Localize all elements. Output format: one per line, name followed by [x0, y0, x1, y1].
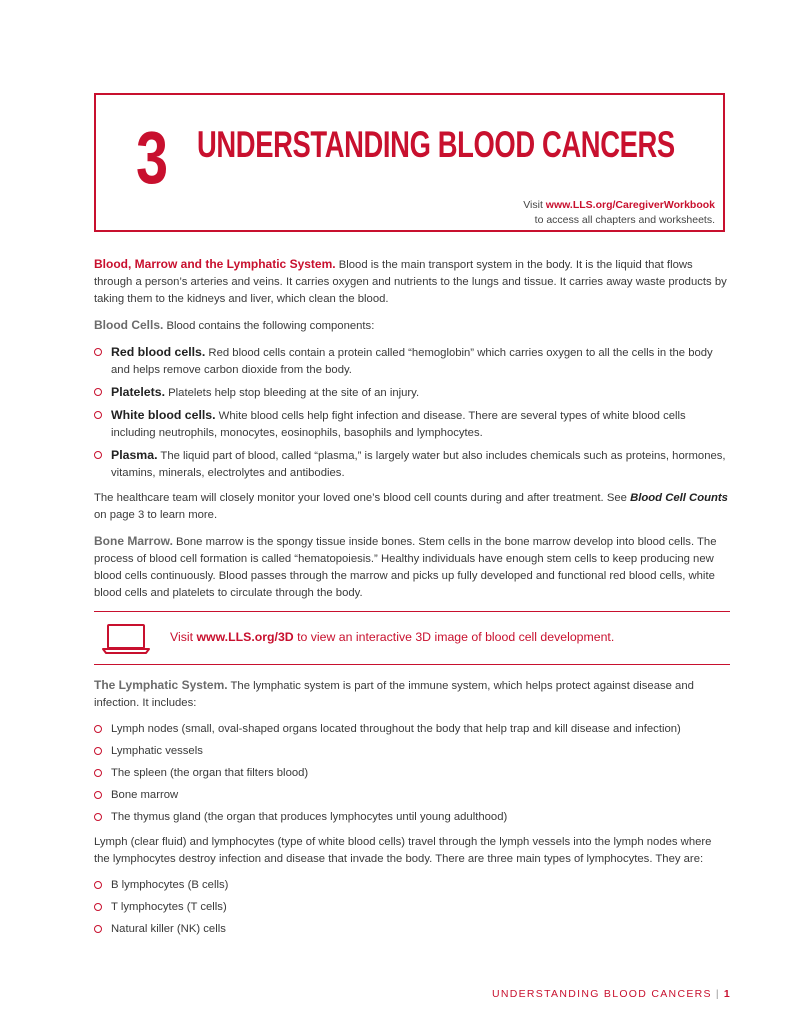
- footer-separator: |: [715, 988, 720, 1000]
- 3d-callout: [94, 611, 730, 665]
- bullet-circle-icon: [94, 725, 102, 733]
- list-item: [94, 787, 730, 804]
- list-item-term: White blood cells.: [111, 408, 216, 422]
- chapter-title: UNDERSTANDING BLOOD CANCERS: [197, 124, 675, 165]
- laptop-icon: [102, 624, 150, 654]
- page-footer: [492, 988, 731, 1000]
- callout-prefix: Visit: [170, 630, 197, 644]
- bullet-circle-icon: [94, 747, 102, 755]
- blood-cells-text: Blood contains the following components:: [163, 320, 375, 332]
- chapter-number: 3: [136, 116, 169, 199]
- bullet-circle-icon: [94, 903, 102, 911]
- bone-marrow-paragraph: [94, 533, 730, 602]
- blood-cells-paragraph: [94, 317, 730, 335]
- bullet-circle-icon: [94, 451, 102, 459]
- intro-text: Blood is the main transport system in the body. It is the liquid that flows through a person’s arteries and veins. It carries oxygen and nutrients to the lungs and tissue. It carries away waste products by taking them to the kidneys and liver, which clean the blood.: [94, 259, 727, 305]
- list-item-text: Natural killer (NK) cells: [111, 923, 226, 935]
- chapter-header: [94, 93, 725, 232]
- list-item: [94, 877, 730, 894]
- list-item: [94, 743, 730, 760]
- visit-suffix: to access all chapters and worksheets.: [534, 214, 715, 226]
- list-item-term: Red blood cells.: [111, 345, 206, 359]
- bone-marrow-text: Bone marrow is the spongy tissue inside bones. Stem cells in the bone marrow develop into blood cells. The process of blood cell formation is called “hematopoiesis.” Healthy individuals have enough stem cells to keep producing new blood cells continuously. Blood passes through the marrow and picks up fully developed and functional red blood cells, white blood cells and platelets to circulate through the body.: [94, 536, 717, 599]
- list-item-text: B lymphocytes (B cells): [111, 879, 229, 891]
- lymphatic-list: [94, 721, 730, 826]
- list-item: [94, 344, 730, 379]
- monitor-paragraph: [94, 490, 730, 524]
- callout-text: [170, 629, 614, 646]
- intro-paragraph: [94, 256, 730, 308]
- bullet-circle-icon: [94, 925, 102, 933]
- list-item-text: The spleen (the organ that filters blood): [111, 767, 309, 779]
- blood-cells-heading: Blood Cells.: [94, 318, 164, 332]
- callout-suffix: to view an interactive 3D image of blood cell development.: [293, 630, 615, 644]
- list-item: [94, 407, 730, 442]
- lymphatic-heading: The Lymphatic System.: [94, 678, 228, 692]
- workbook-link[interactable]: www.LLS.org/CaregiverWorkbook: [545, 199, 715, 211]
- footer-section-title: UNDERSTANDING BLOOD CANCERS: [491, 988, 712, 1000]
- bullet-circle-icon: [94, 411, 102, 419]
- list-item: [94, 447, 730, 482]
- monitor-suffix: on page 3 to learn more.: [94, 509, 218, 521]
- list-item-text: Platelets help stop bleeding at the site of an injury.: [165, 387, 420, 399]
- lymphatic-paragraph: [94, 677, 730, 712]
- intro-heading: Blood, Marrow and the Lymphatic System.: [94, 257, 336, 271]
- bullet-circle-icon: [94, 791, 102, 799]
- list-item-text: The thymus gland (the organ that produces lymphocytes until young adulthood): [111, 811, 508, 823]
- list-item: [94, 765, 730, 782]
- list-item: [94, 721, 730, 738]
- visit-prefix: Visit: [523, 199, 546, 211]
- main-content: [94, 256, 730, 946]
- list-item-text: Lymph nodes (small, oval-shaped organs located throughout the body that help trap and kill disease and infection): [111, 723, 681, 735]
- bullet-circle-icon: [94, 388, 102, 396]
- list-item: [94, 921, 730, 938]
- list-item-text: Red blood cells contain a protein called “hemoglobin” which carries oxygen to all the cells in the body and helps remove carbon dioxide from the body.: [111, 347, 713, 376]
- 3d-link[interactable]: www.LLS.org/3D: [196, 630, 294, 644]
- bullet-circle-icon: [94, 348, 102, 356]
- bone-marrow-heading: Bone Marrow.: [94, 534, 173, 548]
- monitor-text: The healthcare team will closely monitor your loved one’s blood cell counts during and after treatment. See: [94, 492, 631, 504]
- list-item-text: T lymphocytes (T cells): [111, 901, 227, 913]
- bullet-circle-icon: [94, 769, 102, 777]
- list-item: [94, 384, 730, 402]
- workbook-visit-note: [523, 198, 715, 228]
- list-item-text: White blood cells help fight infection and disease. There are several types of white blood cells including neutrophils, monocytes, eosinophils, basophils and lymphocytes.: [111, 410, 686, 439]
- list-item-text: Bone marrow: [111, 789, 179, 801]
- list-item-text: Lymphatic vessels: [111, 745, 203, 757]
- lymphocyte-types-list: [94, 877, 730, 938]
- blood-cell-counts-link[interactable]: Blood Cell Counts: [630, 492, 728, 504]
- blood-components-list: [94, 344, 730, 482]
- bullet-circle-icon: [94, 813, 102, 821]
- list-item-term: Platelets.: [111, 385, 165, 399]
- list-item-text: The liquid part of blood, called “plasma,” is largely water but also includes chemicals such as proteins, hormones, vitamins, minerals, electrolytes and antibodies.: [111, 450, 726, 479]
- list-item: [94, 809, 730, 826]
- list-item-term: Plasma.: [111, 448, 158, 462]
- list-item: [94, 899, 730, 916]
- lymph-paragraph: Lymph (clear fluid) and lymphocytes (type of white blood cells) travel through the lymph vessels into the lymph nodes where the lymphocytes destroy infection and disease that invade the body. There are three main types of lymphocytes. They are:: [94, 836, 712, 865]
- lymphatic-text: The lymphatic system is part of the immune system, which helps protect against disease and infection. It includes:: [94, 680, 694, 709]
- page-number: 1: [723, 988, 731, 1000]
- bullet-circle-icon: [94, 881, 102, 889]
